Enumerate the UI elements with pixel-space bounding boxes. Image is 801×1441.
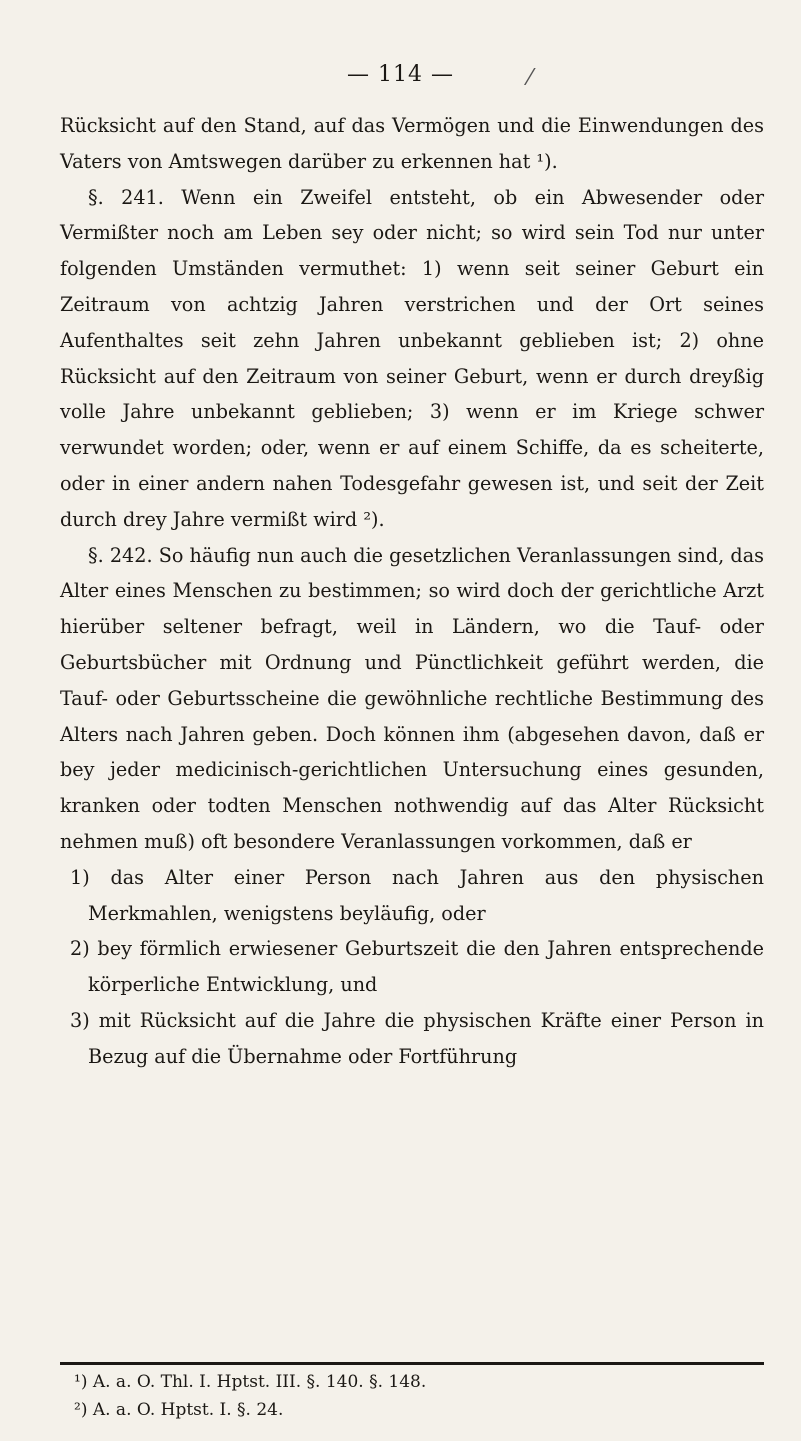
paragraph-241: §. 241. Wenn ein Zweifel entsteht, ob ein Abwesender oder Vermißter noch am Leben sey oder nicht; so wird sein Tod nur unter folgenden Umständen vermuthet: 1) wenn seit seiner Geburt ein Zeitraum von achtzig Jahren verstrichen und der Ort seines Aufenthaltes seit zehn Jahren unbekannt geblieben ist; 2) ohne Rücksicht auf den Zeitraum von seiner Geburt, wenn er durch dreyßig volle Jahre unbekannt geblieben; 3) wenn er im Kriege schwer verwundet worden; oder, wenn er auf einem Schiffe, da es scheiterte, oder in einer andern nahen Todesgefahr gewesen ist, und seit der Zeit durch drey Jahre vermißt wird ²). <box>60 185 764 531</box>
list-item-1: 1) das Alter einer Person nach Jahren aus den physischen Merkmahlen, wenigstens beyläufig, oder <box>70 865 764 925</box>
list-item-3: 3) mit Rücksicht auf die Jahre die physischen Kräfte einer Person in Bezug auf die Übernahme oder Fortführung <box>70 1008 764 1068</box>
pencil-mark: ⁄ <box>528 66 532 91</box>
footnotes <box>74 1368 764 1424</box>
footnote-1: ¹) A. a. O. Thl. I. Hptst. III. §. 140. §. 148. <box>74 1372 427 1392</box>
paragraph-continuation: Rücksicht auf den Stand, auf das Vermögen und die Einwendungen des Vaters von Amtswegen darüber zu erkennen hat ¹). <box>60 114 764 173</box>
body-text <box>60 108 764 1075</box>
page-number: — 114 — <box>347 62 454 87</box>
footnote-2: ²) A. a. O. Hptst. I. §. 24. <box>74 1400 284 1420</box>
footnote-divider <box>60 1362 764 1365</box>
paragraph-242: §. 242. So häufig nun auch die gesetzlichen Veranlassungen sind, das Alter eines Menschen zu bestimmen; so wird doch der gerichtliche Arzt hierüber seltener befragt, weil in Ländern, wo die Tauf- oder Geburtsbücher mit Ordnung und Pünctlichkeit geführt werden, die Tauf- oder Geburtsscheine die gewöhnliche rechtliche Bestimmung des Alters nach Jahren geben. Doch können ihm (abgesehen davon, daß er bey jeder medicinisch-gerichtlichen Untersuchung eines gesunden, kranken oder todten Menschen nothwendig auf das Alter Rücksicht nehmen muß) oft besondere Veranlassungen vorkommen, daß er <box>60 543 764 853</box>
list-item-2: 2) bey förmlich erwiesener Geburtszeit die den Jahren entsprechende körperliche Entwicklung, und <box>70 937 764 997</box>
